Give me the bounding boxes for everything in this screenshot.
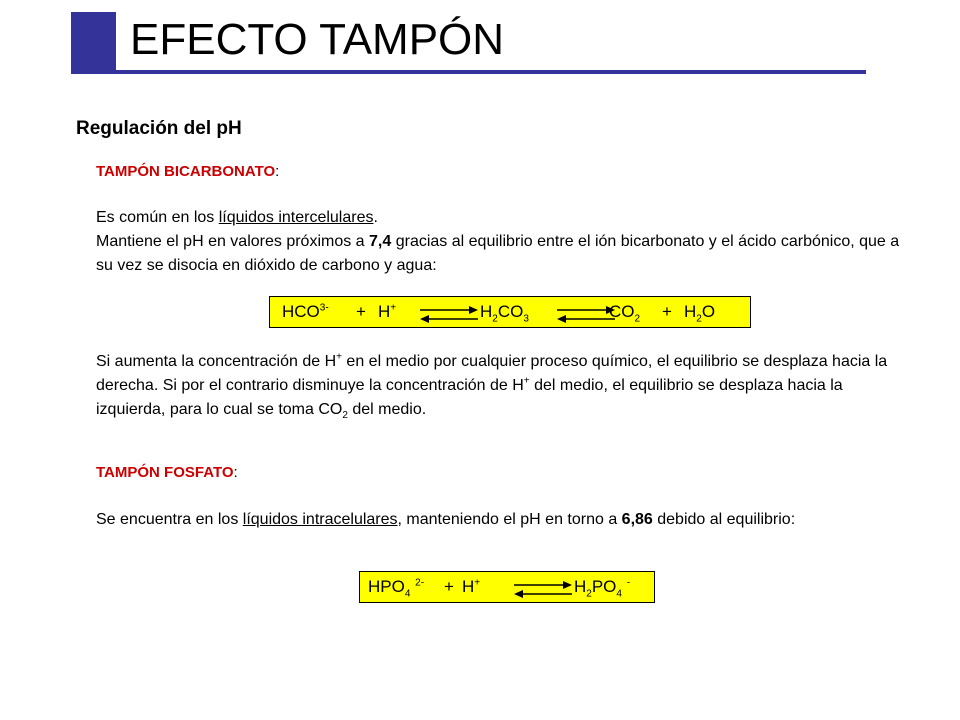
- eq-h2o-h: H: [684, 302, 697, 321]
- eq-h-ion-fosfato: [462, 572, 480, 602]
- eq-hco3-charge: 3-: [319, 302, 329, 314]
- equilibrium-arrows-icon: [512, 578, 574, 600]
- eq-hpo4-base: HPO: [368, 577, 405, 596]
- eq-co2-base: CO: [609, 302, 635, 321]
- fosfato-paragraph: [96, 508, 916, 532]
- eq-plus-1: +: [356, 302, 366, 321]
- fosfato-ph-value: 6,86: [621, 511, 653, 528]
- explanation-part-d: del medio.: [347, 401, 427, 418]
- bicarbonato-heading-text: TAMPÓN BICARBONATO: [96, 163, 276, 180]
- eq-h2o-sub: 2: [696, 313, 702, 325]
- eq-h2co3-h: H: [480, 302, 493, 321]
- eq-h-charge-fosfato: +: [474, 577, 481, 589]
- bicarbonato-equation-box: [269, 296, 751, 328]
- bicarbonato-p1-underlined: líquidos intercelulares: [218, 209, 374, 226]
- fosfato-heading-text: TAMPÓN FOSFATO: [96, 464, 234, 481]
- bicarbonato-p1-post: .: [373, 209, 378, 226]
- bicarbonato-p2-post: gracias al equilibrio entre el ión bicarbonato y el ácido carbónico, que a su vez se disocia en dióxido de carbono y agua:: [96, 233, 900, 274]
- eq-h2co3-sub1: 2: [492, 313, 498, 325]
- eq-h-charge: +: [390, 302, 397, 314]
- fosfato-heading-colon: :: [233, 464, 238, 481]
- page-title: EFECTO TAMPÓN: [130, 15, 505, 64]
- eq-h2po4-h: H: [574, 577, 587, 596]
- eq-plus-2: +: [662, 302, 672, 321]
- eq-h2o: [684, 297, 715, 327]
- explanation-sup-1: +: [336, 351, 342, 363]
- eq-h2po4-sub2: 4: [616, 588, 622, 600]
- equilibrium-arrows-icon: [555, 303, 617, 325]
- eq-h2co3: [480, 297, 529, 327]
- title-underline: [71, 70, 866, 74]
- bicarbonato-heading: [96, 163, 279, 180]
- fosfato-heading: [96, 464, 238, 481]
- eq-h-base: H: [378, 302, 391, 321]
- eq-h-base-fosfato: H: [462, 577, 475, 596]
- fosfato-p1-underlined: líquidos intracelulares: [242, 511, 398, 528]
- bicarbonato-p2-pre: Mantiene el pH en valores próximos a: [96, 233, 370, 250]
- eq-hco3-base: HCO: [282, 302, 320, 321]
- bicarbonato-p1-pre: Es común en los: [96, 209, 219, 226]
- fosfato-p1-mid: , manteniendo el pH en torno a: [397, 511, 622, 528]
- eq-plus-fosfato: +: [444, 577, 454, 596]
- bicarbonato-paragraph: [96, 206, 916, 278]
- eq-h2po4-sub1: 2: [586, 588, 592, 600]
- explanation-part-c: del medio, el equilibrio se desplaza hacia la izquierda, para lo cual se toma CO: [96, 377, 843, 418]
- eq-hpo4: [368, 572, 424, 602]
- eq-co2: [609, 297, 640, 327]
- bicarbonato-explanation: [96, 350, 916, 422]
- explanation-part-a: Si aumenta la concentración de H: [96, 353, 337, 370]
- eq-hco3: [282, 297, 329, 327]
- eq-h2po4-charge: -: [626, 577, 631, 589]
- fosfato-equation-box: [359, 571, 655, 603]
- eq-h2co3-sub2: 3: [523, 313, 529, 325]
- fosfato-p1-post: debido al equilibrio:: [652, 511, 796, 528]
- explanation-sub: 2: [342, 410, 348, 422]
- eq-h2o-o: O: [701, 302, 716, 321]
- eq-co2-sub: 2: [634, 313, 641, 325]
- bicarbonato-heading-colon: :: [275, 163, 280, 180]
- eq-h2po4: [574, 572, 630, 602]
- explanation-part-b: en el medio por cualquier proceso químico, el equilibrio se desplaza hacia la derecha. Si por el contrario disminuye la concentración de H: [96, 353, 888, 394]
- title-accent-block: [71, 12, 116, 74]
- eq-hpo4-charge: 2-: [415, 577, 425, 589]
- section-heading: Regulación del pH: [76, 118, 242, 139]
- explanation-sup-2: +: [523, 375, 530, 387]
- eq-hpo4-sub: 4: [404, 588, 411, 600]
- eq-h2co3-co: CO: [497, 302, 524, 321]
- bicarbonato-ph-value: 7,4: [369, 233, 392, 250]
- equilibrium-arrows-icon: [418, 303, 480, 325]
- fosfato-p1-pre: Se encuentra en los: [96, 511, 243, 528]
- eq-h-ion: [378, 297, 396, 327]
- eq-h2po4-po: PO: [591, 577, 617, 596]
